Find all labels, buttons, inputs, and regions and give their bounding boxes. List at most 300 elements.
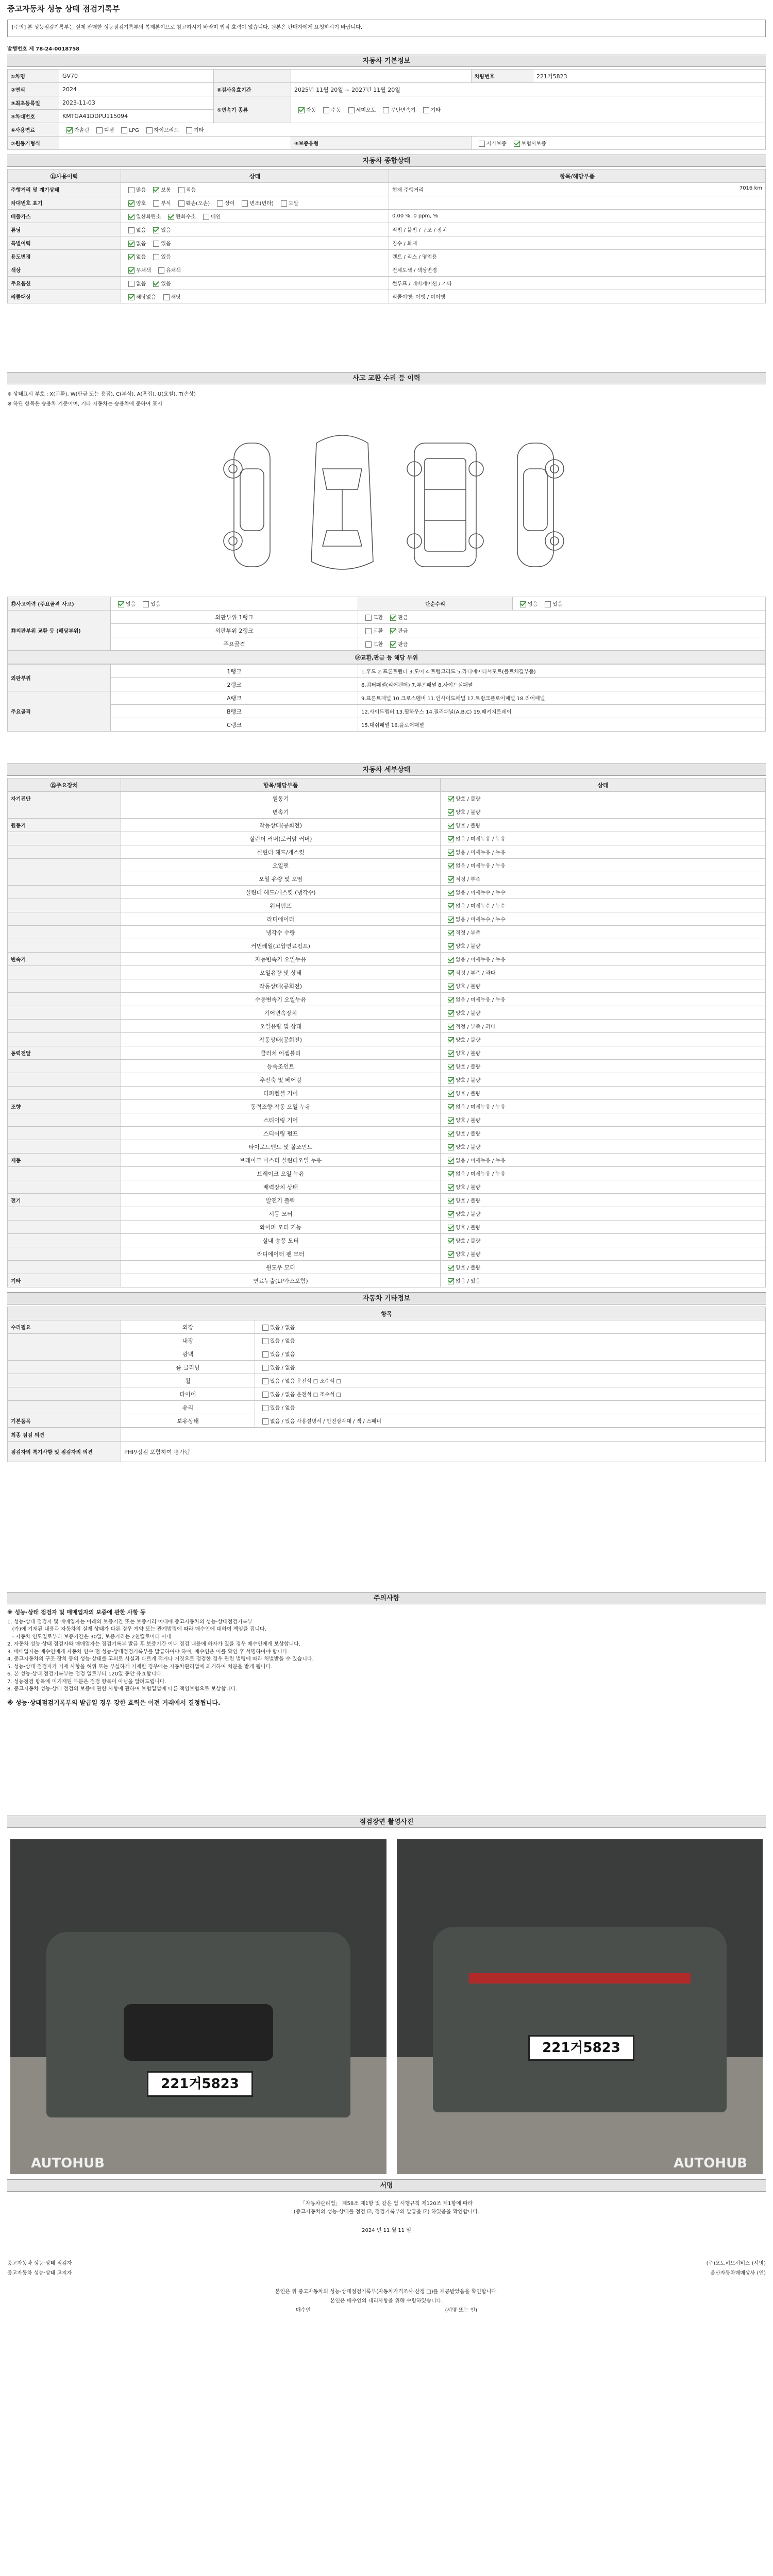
name-label: ①차명: [8, 70, 59, 83]
detail-checkbox[interactable]: [448, 957, 454, 963]
legend-line-2: ※ 하단 항목은 승용차 기준이며, 기타 자동차는 승용차에 준하여 표시: [7, 401, 162, 407]
parts-row: [8, 678, 766, 691]
other-row: [8, 1334, 766, 1347]
other-row: [8, 1414, 766, 1428]
detail-checkbox[interactable]: [448, 1091, 454, 1097]
overall-row-extra: [389, 236, 766, 250]
detail-checkbox[interactable]: [448, 1064, 454, 1070]
sign-date: 2024 년 11 월 11 일: [362, 2228, 411, 2233]
detail-device: [8, 1180, 121, 1194]
other-status-label: 없음 / 있음 사용설명서 / 안전삼각대 / 잭 / 스패너: [270, 1419, 381, 1425]
rank1-option-label: 판금: [398, 615, 408, 621]
detail-device: 원동기: [8, 819, 121, 832]
detail-checkbox[interactable]: [448, 876, 454, 883]
overall-option-label: 유채색: [165, 268, 181, 274]
other-status: [255, 1334, 766, 1347]
detail-row: [8, 1221, 766, 1234]
detail-row: [8, 1247, 766, 1261]
other-status-label: 있음 / 없음: [270, 1352, 295, 1358]
other-table: [7, 1307, 766, 1428]
warranty-label: ⑨보증유형: [291, 137, 472, 150]
detail-item: 냉각수 수량: [121, 926, 441, 939]
detail-status-label: 없음 / 미세누유 / 누유: [456, 1172, 506, 1177]
detail-status: [441, 1100, 766, 1113]
fuel-checkbox[interactable]: [66, 127, 73, 133]
detail-row: [8, 1127, 766, 1140]
detail-status: [441, 792, 766, 805]
detail-checkbox[interactable]: [448, 930, 454, 936]
overall-row-options: [121, 210, 389, 223]
detail-status-label: 양호 / 불량: [456, 1091, 481, 1097]
rank2-checkbox[interactable]: [365, 628, 372, 634]
other-row: [8, 1361, 766, 1374]
overall-extra-label: 침수 / 화재: [392, 241, 417, 247]
detail-status: [441, 926, 766, 939]
overall-row-options: [121, 183, 389, 196]
caution-item: 3. 매매업자는 매수인에게 자동차 인수 전 성능·상태점검기록부를 발급하여야 하며, 매수인은 이를 확인 후 서명하여야 합니다.: [7, 1649, 289, 1655]
detail-status: [441, 1180, 766, 1194]
section-detail: 자동차 세부상태: [7, 764, 766, 776]
front-plate: 221거5823: [147, 2071, 253, 2097]
detail-checkbox[interactable]: [448, 984, 454, 990]
detail-checkbox[interactable]: [448, 1171, 454, 1177]
detail-checkbox[interactable]: [448, 917, 454, 923]
detail-checkbox[interactable]: [448, 1158, 454, 1164]
detail-row: [8, 1033, 766, 1046]
notifier-label: 중고자동차 성능·상태 고지자: [7, 2270, 72, 2276]
detail-row: [8, 1261, 766, 1274]
detail-checkbox[interactable]: [448, 809, 454, 816]
parts-row: [8, 691, 766, 705]
acc-checkbox[interactable]: [143, 601, 149, 607]
other-group: [8, 1374, 121, 1387]
overall-checkbox[interactable]: [163, 294, 170, 300]
detail-status-label: 양호 / 불량: [456, 823, 481, 829]
detail-device: [8, 1221, 121, 1234]
overall-checkbox[interactable]: [128, 227, 135, 233]
detail-item: 오일유량 및 상태: [121, 966, 441, 979]
detail-row: [8, 1006, 766, 1020]
overall-checkbox[interactable]: [153, 281, 159, 287]
fuel-checkbox[interactable]: [121, 127, 127, 133]
overall-checkbox[interactable]: [128, 254, 135, 260]
overall-checkbox[interactable]: [153, 254, 159, 260]
overall-checkbox[interactable]: [178, 200, 184, 207]
other-row: [8, 1347, 766, 1361]
detail-row: [8, 1046, 766, 1060]
detail-checkbox[interactable]: [448, 1024, 454, 1030]
detail-row: [8, 1100, 766, 1113]
year-value: 2024: [59, 83, 214, 96]
detail-status: [441, 1060, 766, 1073]
detail-checkbox[interactable]: [448, 850, 454, 856]
detail-row: [8, 1207, 766, 1221]
acc-option-label: 없음: [126, 602, 136, 607]
trans-option-label: 세미오토: [356, 108, 376, 113]
detail-checkbox[interactable]: [448, 1104, 454, 1110]
other-checkbox[interactable]: [262, 1338, 268, 1344]
overall-option-label: 있음: [161, 228, 171, 233]
detail-checkbox[interactable]: [448, 1238, 454, 1244]
detail-row: [8, 1154, 766, 1167]
detail-checkbox[interactable]: [448, 1198, 454, 1204]
receive-line: 본인은 위 중고자동차의 성능·상태점검기록부(자동차가격조사·산정 □)를 제공받았음을 확인합니다.: [275, 2289, 498, 2295]
overall-row: [8, 263, 766, 277]
overall-row: [8, 210, 766, 223]
sign-line-2: (중고자동차의 성능·상태를 점검 ☑, 점검기록부의 발급을 ☑) 하였음을 확인합니다.: [293, 2209, 480, 2215]
frame-checkbox[interactable]: [390, 641, 396, 648]
repair-checkbox[interactable]: [520, 601, 526, 607]
detail-status-label: 없음 / 미세누유 / 누유: [456, 1105, 506, 1110]
overall-checkbox[interactable]: [153, 187, 159, 193]
trans-checkbox[interactable]: [383, 107, 389, 113]
caution-block: [7, 1608, 766, 1707]
detail-checkbox[interactable]: [448, 1131, 454, 1137]
other-item: 유리: [121, 1401, 255, 1414]
detail-status-label: 양호 / 불량: [456, 1145, 481, 1150]
detail-row: [8, 1167, 766, 1180]
basic-table: [7, 69, 766, 150]
overall-checkbox[interactable]: [153, 241, 159, 247]
detail-status: [441, 832, 766, 845]
overall-checkbox[interactable]: [128, 187, 135, 193]
overall-extra-label: 현재 주행거리: [392, 188, 424, 193]
overall-row-extra: [389, 290, 766, 303]
detail-row: [8, 845, 766, 859]
trans-checkbox[interactable]: [298, 107, 305, 113]
detail-checkbox[interactable]: [448, 970, 454, 976]
trans-option-label: 기타: [430, 108, 441, 113]
overall-checkbox[interactable]: [168, 214, 174, 220]
detail-checkbox[interactable]: [448, 836, 454, 842]
detail-row: [8, 966, 766, 979]
overall-row-label: 주행거리 및 계기상태: [8, 183, 121, 196]
detail-checkbox[interactable]: [448, 1184, 454, 1191]
sign-parties: [7, 2257, 766, 2278]
detail-status-label: 없음 / 미세누유 / 누유: [456, 850, 506, 856]
other-checkbox[interactable]: [262, 1378, 268, 1384]
detail-checkbox[interactable]: [448, 890, 454, 896]
detail-checkbox[interactable]: [448, 1010, 454, 1016]
overall-extra-label: 리콜이행: 이행 / 미이행: [392, 295, 446, 300]
detail-status-label: 적정 / 부족 / 과다: [456, 971, 496, 976]
detail-row: [8, 1073, 766, 1087]
section-other: 자동차 기타정보: [7, 1292, 766, 1304]
fuel-checkbox[interactable]: [186, 127, 192, 133]
detail-device: [8, 1006, 121, 1020]
overall-option-label: 변조(변타): [249, 201, 274, 207]
detail-row: [8, 819, 766, 832]
detail-item: 타이로드엔드 및 볼조인트: [121, 1140, 441, 1154]
detail-table-wrap: [7, 778, 766, 1287]
detail-status-label: 양호 / 불량: [456, 796, 481, 802]
detail-checkbox[interactable]: [448, 1117, 454, 1124]
detail-item: 자동변속기 오일누유: [121, 953, 441, 966]
detail-device: 동력전달: [8, 1046, 121, 1060]
frame-options: [358, 637, 766, 651]
detail-status-label: 양호 / 불량: [456, 1038, 481, 1043]
section-photos: 점검장면 촬영사진: [7, 1816, 766, 1828]
warranty-checkbox[interactable]: [514, 141, 520, 147]
accident-legend: [7, 389, 766, 407]
first-reg-label: ③최초등록일: [8, 96, 59, 110]
detail-checkbox[interactable]: [448, 1211, 454, 1217]
overall-checkbox[interactable]: [178, 187, 184, 193]
detail-checkbox[interactable]: [448, 1050, 454, 1057]
other-status: [255, 1347, 766, 1361]
warranty-option-label: 자가보증: [486, 141, 507, 147]
caution-item: 1. 성능·상태 점검자 및 매매업자는 아래의 보증기간 또는 보증거리 이내에 중고자동차의 성능·상태점검기록부: [7, 1619, 253, 1625]
car-diagram-svg: [7, 412, 766, 598]
regno-label: 차량번호: [472, 70, 533, 83]
other-checkbox[interactable]: [262, 1351, 268, 1358]
warranty-option-label: 보험사보증: [521, 141, 546, 147]
fuel-option-label: 하이브리드: [154, 128, 179, 133]
parts-list: 15.대쉬패널 16.플로어패널: [358, 718, 766, 732]
overall-checkbox[interactable]: [128, 294, 135, 300]
repair-option-label: 있음: [552, 602, 563, 607]
detail-checkbox[interactable]: [448, 1225, 454, 1231]
parts-row: [8, 665, 766, 678]
detail-checkbox[interactable]: [448, 943, 454, 950]
overall-extra-label: 전체도색 / 색상변경: [392, 268, 438, 274]
other-checkbox[interactable]: [262, 1365, 268, 1371]
detail-row: [8, 805, 766, 819]
detail-status: [441, 953, 766, 966]
detail-status-label: 양호 / 불량: [456, 984, 481, 990]
trans-option-label: 무단변속기: [391, 108, 416, 113]
detail-status-label: 양호 / 불량: [456, 1185, 481, 1191]
caution-item: 8. 중고자동차 성능·상태 점검의 보증에 관한 사항에 관하여 보험업법에 따른 책임보험으로 보상합니다.: [7, 1686, 238, 1692]
trans-checkbox[interactable]: [323, 107, 329, 113]
overall-option-label: 있음: [161, 281, 171, 287]
overall-table-wrap: [7, 169, 766, 303]
overall-checkbox[interactable]: [128, 214, 135, 220]
detail-checkbox[interactable]: [448, 1251, 454, 1258]
detail-checkbox[interactable]: [448, 1077, 454, 1083]
overall-option-label: 상이: [225, 201, 235, 207]
legend-line-1: ※ 상태표시 부호 : X(교환), W(판금 또는 용접), C(부식), A(흠집), U(요철), T(손상): [7, 392, 196, 397]
detail-item: 스티어링 기어: [121, 1113, 441, 1127]
detail-device: [8, 859, 121, 872]
detail-head-2: 항목/해당부품: [121, 778, 441, 792]
other-group: 수리필요: [8, 1320, 121, 1334]
detail-item: 클러치 어셈블리: [121, 1046, 441, 1060]
other-checkbox[interactable]: [262, 1325, 268, 1331]
other-item: 광택: [121, 1347, 255, 1361]
repair-options: [513, 597, 766, 611]
detail-status: [441, 912, 766, 926]
other-checkbox[interactable]: [262, 1418, 268, 1425]
exchange-label: ⑬외판부위 교환 등 (해당부위): [8, 611, 111, 651]
detail-checkbox[interactable]: [448, 863, 454, 869]
detail-checkbox[interactable]: [448, 1144, 454, 1150]
detail-device: [8, 1167, 121, 1180]
detail-status-label: 양호 / 불량: [456, 1118, 481, 1124]
caution-item: 2. 자동차 성능·상태 점검자와 매매업자는 점검기록부 발급 후 보증기간 이내 점검 내용에 하자가 있을 경우 매수인에게 보상합니다.: [7, 1641, 301, 1648]
detail-row: [8, 1180, 766, 1194]
detail-device: [8, 912, 121, 926]
detail-status: [441, 1113, 766, 1127]
car-side-left: [224, 443, 270, 567]
detail-item: 등속조인트: [121, 1060, 441, 1073]
caution-item: 7. 성능점검 항목에 미기재된 부분은 점검 항목이 아님을 알려드립니다.: [7, 1679, 166, 1685]
detail-status: [441, 859, 766, 872]
detail-checkbox[interactable]: [448, 823, 454, 829]
overall-row-label: 주요옵션: [8, 277, 121, 290]
detail-item: 실린더 커버(로커암 커버): [121, 832, 441, 845]
acc-checkbox[interactable]: [118, 601, 124, 607]
overall-option-label: 훼손(오손): [186, 201, 210, 207]
detail-device: [8, 886, 121, 899]
detail-status: [441, 979, 766, 993]
detail-row: [8, 1060, 766, 1073]
detail-device: 조향: [8, 1100, 121, 1113]
detail-device: [8, 1073, 121, 1087]
trans-checkbox[interactable]: [423, 107, 429, 113]
acc-label: ⑫사고이력 (주요골격 사고): [8, 597, 111, 611]
detail-checkbox[interactable]: [448, 903, 454, 909]
overall-checkbox[interactable]: [153, 227, 159, 233]
overall-extra-label: 렌트 / 리스 / 영업용: [392, 255, 438, 260]
detail-status-label: 적정 / 부족: [456, 877, 481, 883]
parts-group-label: 외판부위: [8, 665, 111, 691]
sign-line-1: 「자동차관리법」 제58조 제1항 및 같은 법 시행규칙 제120조 제1항에 따라: [300, 2201, 473, 2207]
overall-checkbox[interactable]: [281, 200, 287, 207]
overall-head-1: ⑪사용이력: [8, 170, 121, 183]
overall-option-label: 탄화수소: [176, 214, 196, 220]
detail-device: [8, 1020, 121, 1033]
other-item: 타이어: [121, 1387, 255, 1401]
detail-status-label: 양호 / 불량: [456, 1225, 481, 1231]
detail-status: [441, 1207, 766, 1221]
parts-list: 9.프론트패널 10.크로스멤버 11.인사이드패널 17.트렁크플로어패널 18.리어패널: [358, 691, 766, 705]
opinion-value: [121, 1428, 766, 1442]
detail-device: [8, 1033, 121, 1046]
cert-number: 발행번호 제 78-24-0018758: [7, 46, 80, 52]
overall-checkbox[interactable]: [153, 200, 159, 207]
detail-device: [8, 1113, 121, 1127]
detail-status-label: 없음 / 미세누수 / 누수: [456, 890, 506, 896]
overall-checkbox[interactable]: [128, 267, 135, 274]
detail-device: [8, 805, 121, 819]
detail-checkbox[interactable]: [448, 1278, 454, 1284]
other-group: [8, 1401, 121, 1414]
other-checkbox[interactable]: [262, 1405, 268, 1411]
detail-item: 배력장치 상태: [121, 1180, 441, 1194]
other-group: [8, 1334, 121, 1347]
detail-checkbox[interactable]: [448, 1265, 454, 1271]
warranty-checkbox[interactable]: [479, 141, 485, 147]
detail-head-3: 상태: [441, 778, 766, 792]
other-status: [255, 1374, 766, 1387]
overall-checkbox[interactable]: [203, 214, 209, 220]
detail-device: [8, 993, 121, 1006]
detail-device: 전기: [8, 1194, 121, 1207]
detail-item: 실내 송풍 모터: [121, 1234, 441, 1247]
car-top-view: [311, 435, 373, 569]
overall-row-extra: [389, 277, 766, 290]
detail-item: 디퍼렌셜 기어: [121, 1087, 441, 1100]
detail-device: [8, 832, 121, 845]
detail-row: [8, 1234, 766, 1247]
overall-option-label: 무채색: [136, 268, 151, 274]
detail-item: 브레이크 오일 누유: [121, 1167, 441, 1180]
regno-value: 221거5823: [533, 70, 766, 83]
overall-row-label: 튜닝: [8, 223, 121, 236]
other-status-label: 있음 / 없음: [270, 1365, 295, 1371]
notice-box: [7, 20, 766, 37]
overall-option-label: 매연: [210, 214, 221, 220]
rank1-checkbox[interactable]: [365, 615, 372, 621]
notice-text: [주의] 본 성능점검기록부는 실제 판매한 성능점검기록부의 복제본이므로 참고하시기 바라며 법적 효력이 없습니다. 원본은 판매자에게 요청하시기 바랍니다.: [12, 25, 363, 30]
detail-row: [8, 926, 766, 939]
rank2-checkbox[interactable]: [390, 628, 396, 634]
overall-checkbox[interactable]: [128, 200, 135, 207]
overall-row-options: [121, 250, 389, 263]
other-checkbox[interactable]: [262, 1392, 268, 1398]
detail-status-label: 없음 / 미세누유 / 누유: [456, 1158, 506, 1164]
detail-item: 오일유량 및 상태: [121, 1020, 441, 1033]
caution-item: 4. 중고자동차의 구조·장치 등의 성능·상태를 고의로 사실과 다르게 적거나 거짓으로 점검한 경우 관련 법령에 따라 처벌받을 수 있습니다.: [7, 1656, 314, 1663]
parts-rank: C랭크: [111, 718, 358, 732]
detail-item: 변속기: [121, 805, 441, 819]
caution-item: - 자동차 인도일로부터 보증기간은 30일, 보증거리는 2천킬로미터 이내: [7, 1634, 172, 1640]
cert-no-value: 78-24-0018758: [36, 46, 80, 52]
overall-checkbox[interactable]: [128, 241, 135, 247]
frame-checkbox[interactable]: [365, 641, 372, 648]
frame-label: 주요골격: [111, 637, 358, 651]
overall-checkbox[interactable]: [242, 200, 248, 207]
detail-checkbox[interactable]: [448, 997, 454, 1003]
fuel-checkbox[interactable]: [146, 127, 153, 133]
other-group: [8, 1361, 121, 1374]
car-side-right: [517, 443, 564, 567]
accident-table: [7, 597, 766, 664]
overall-option-label: 해당: [171, 295, 181, 300]
overall-checkbox[interactable]: [217, 200, 223, 207]
other-status: [255, 1401, 766, 1414]
overall-row-extra: [389, 250, 766, 263]
overall-checkbox[interactable]: [128, 281, 135, 287]
other-item: 휠: [121, 1374, 255, 1387]
detail-item: 원동기: [121, 792, 441, 805]
trans-checkbox[interactable]: [348, 107, 355, 113]
overall-checkbox[interactable]: [158, 267, 164, 274]
detail-device: [8, 1140, 121, 1154]
acc-options: [111, 597, 358, 611]
repair-option-label: 없음: [528, 602, 538, 607]
overall-row-label: 용도변경: [8, 250, 121, 263]
detail-item: 스티어링 펌프: [121, 1127, 441, 1140]
detail-item: 라디에이터 팬 모터: [121, 1247, 441, 1261]
detail-status: [441, 1046, 766, 1060]
detail-head-1: ⑮주요장치: [8, 778, 121, 792]
vin-label: ④차대번호: [8, 110, 59, 123]
detail-item: 추진축 및 베어링: [121, 1073, 441, 1087]
other-group: 기본품목: [8, 1414, 121, 1428]
detail-item: 워터펌프: [121, 899, 441, 912]
detail-status: [441, 1247, 766, 1261]
detail-row: [8, 792, 766, 805]
detail-checkbox[interactable]: [448, 1037, 454, 1043]
acc-option-label: 있음: [150, 602, 161, 607]
detail-checkbox[interactable]: [448, 796, 454, 802]
fuel-checkbox[interactable]: [96, 127, 103, 133]
rank1-checkbox[interactable]: [390, 615, 396, 621]
repair-checkbox[interactable]: [545, 601, 551, 607]
trans-option-label: 자동: [306, 108, 316, 113]
